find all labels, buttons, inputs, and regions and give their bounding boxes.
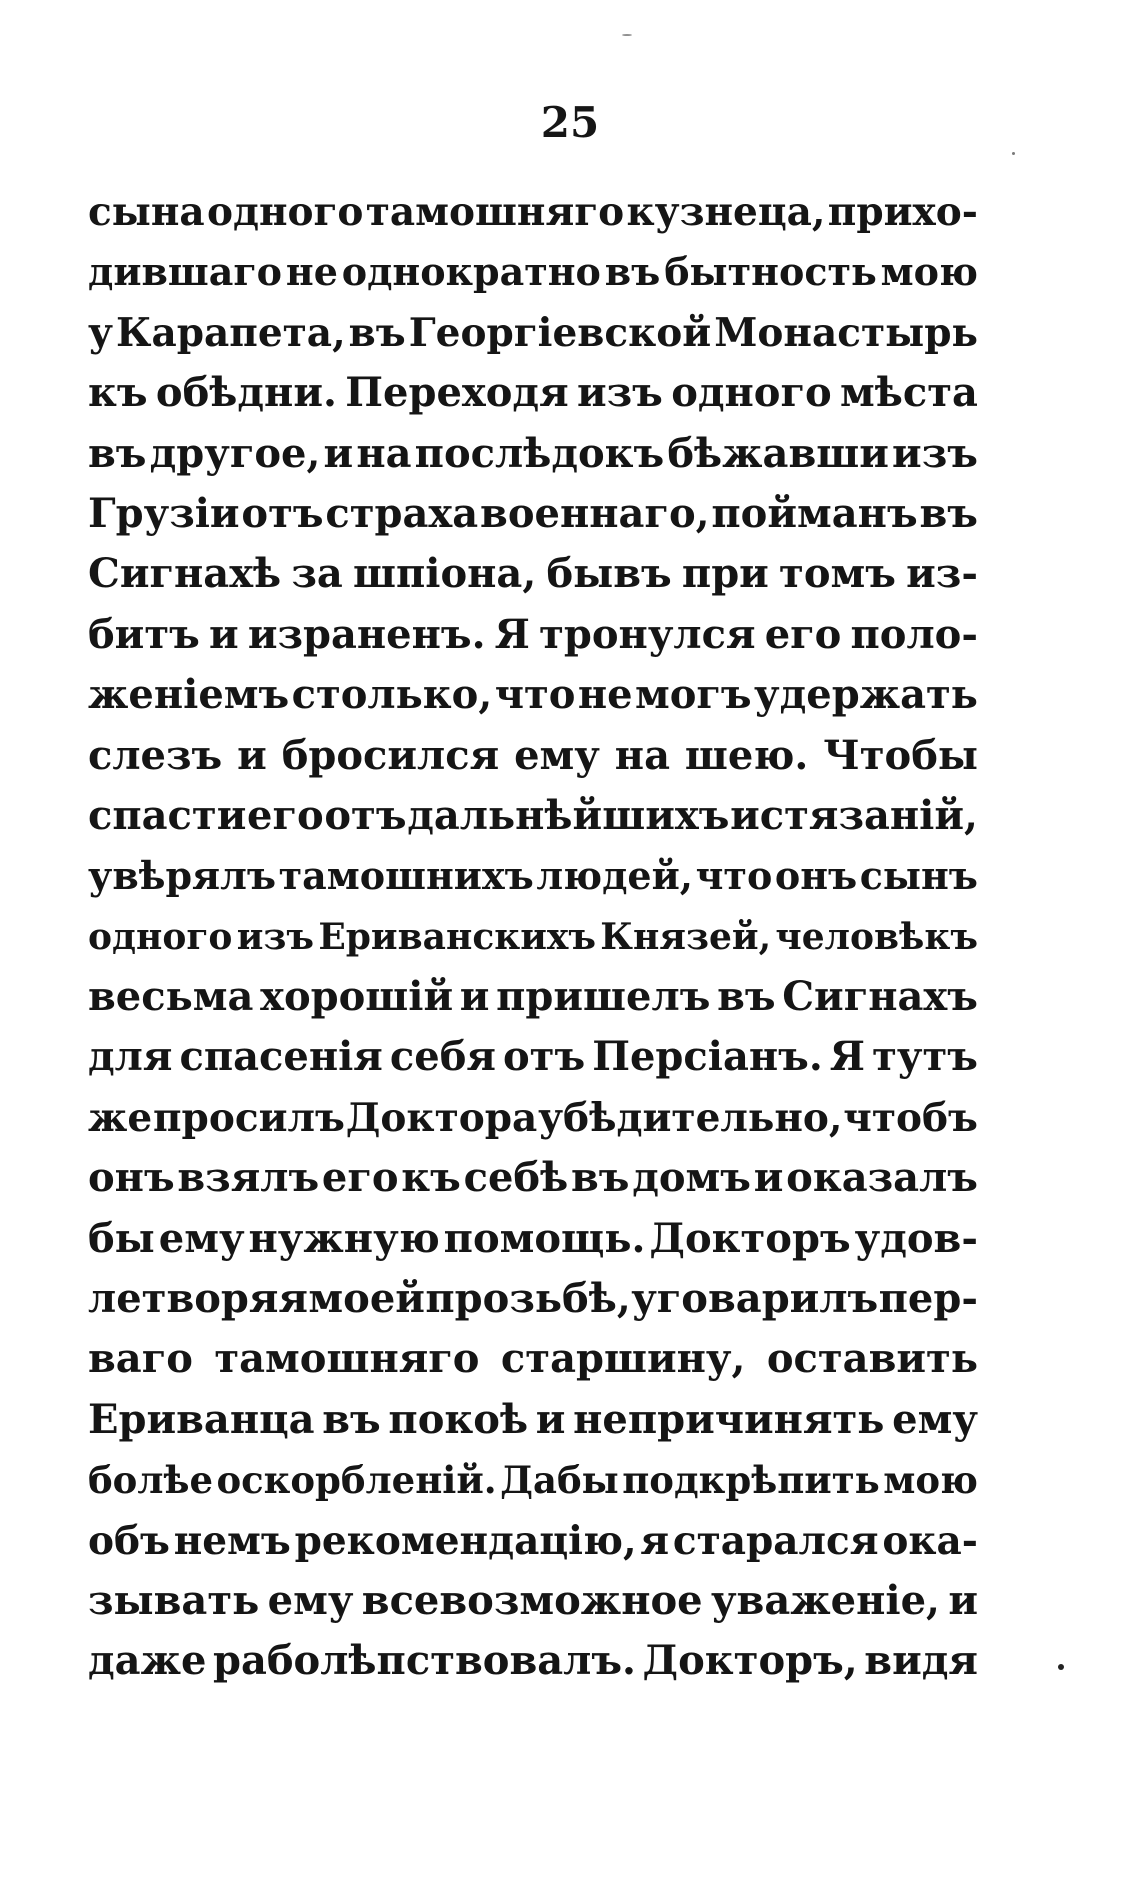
word: одного xyxy=(88,915,233,958)
word: и xyxy=(459,973,490,1021)
word: бытность xyxy=(664,249,877,295)
text-line xyxy=(88,1088,978,1148)
word: къ xyxy=(88,369,148,417)
text-line xyxy=(88,484,978,544)
word: битъ xyxy=(88,610,200,658)
word: пер- xyxy=(878,1275,978,1323)
word: при xyxy=(681,550,769,598)
text-line xyxy=(88,1511,978,1571)
word: не xyxy=(285,249,338,295)
word: однократно xyxy=(341,249,601,295)
word: мою xyxy=(880,249,978,295)
word: Докторъ, xyxy=(642,1637,858,1685)
word: изъ xyxy=(236,915,315,958)
word: немъ xyxy=(173,1517,291,1564)
word: бы xyxy=(88,1214,155,1262)
text-line xyxy=(88,424,978,484)
word: въ xyxy=(919,489,978,537)
word: спасенія xyxy=(179,1033,383,1081)
word: Сигнахъ xyxy=(782,973,978,1021)
word: кузнеца, xyxy=(626,189,826,235)
word: Персіанъ. xyxy=(592,1033,823,1081)
word: из- xyxy=(906,550,978,598)
word: ему xyxy=(158,1214,245,1262)
word: домъ xyxy=(632,1154,751,1202)
word: даже xyxy=(88,1637,207,1685)
word: дальнѣйшихъ xyxy=(407,791,730,839)
word: шею. xyxy=(684,731,809,779)
word: ваго xyxy=(88,1335,193,1383)
word: дившаго xyxy=(88,249,283,295)
word: къ xyxy=(401,1154,461,1202)
word: Чтобы xyxy=(823,731,978,779)
word: на xyxy=(356,429,412,477)
word: мою xyxy=(883,1458,978,1503)
word: бросился xyxy=(281,731,500,779)
word: помощь. xyxy=(443,1214,646,1262)
text-line xyxy=(88,1209,978,1269)
word: отъ xyxy=(503,1033,586,1081)
word: просилъ xyxy=(153,1094,345,1141)
text-line xyxy=(88,1329,978,1389)
word: рекомендацію, xyxy=(294,1517,637,1564)
word: тамошняго xyxy=(365,189,625,235)
word: Ериванца xyxy=(88,1395,315,1443)
text-line xyxy=(88,1269,978,1329)
word: оставить xyxy=(766,1335,978,1383)
text-line xyxy=(88,1571,978,1631)
word: Я xyxy=(829,1033,866,1081)
word: всевозможное xyxy=(361,1576,703,1624)
word: чтобъ xyxy=(843,1094,978,1141)
word: увѣрялъ xyxy=(88,853,277,899)
word: у xyxy=(88,309,113,356)
word: другое, xyxy=(149,429,321,477)
word: въ xyxy=(717,973,776,1021)
word: бѣжавши xyxy=(667,429,889,477)
word: за xyxy=(291,550,343,598)
word: подкрѣпить xyxy=(622,1458,880,1503)
text-line xyxy=(88,605,978,665)
word: и xyxy=(208,610,239,658)
word: старался xyxy=(672,1517,879,1564)
print-speck xyxy=(1012,152,1015,155)
word: одного xyxy=(206,189,364,235)
word: прозьбѣ, xyxy=(425,1275,631,1323)
word: удов- xyxy=(854,1214,978,1262)
text-line xyxy=(88,967,978,1027)
word: себѣ xyxy=(463,1154,569,1202)
word: изъ xyxy=(576,369,663,417)
word: Князей, xyxy=(600,915,772,958)
word: пришелъ xyxy=(496,973,711,1021)
word: старшину, xyxy=(500,1335,746,1383)
word: Дабы xyxy=(500,1458,619,1503)
word: и xyxy=(237,731,267,779)
word: человѣкъ xyxy=(775,915,978,958)
text-line xyxy=(88,1390,978,1450)
word: зывать xyxy=(88,1576,260,1624)
print-speck xyxy=(622,34,632,36)
word: въ xyxy=(570,1154,630,1202)
word: его xyxy=(247,791,324,839)
word: людей, xyxy=(536,853,694,899)
word: для xyxy=(88,1033,173,1081)
text-line xyxy=(88,303,978,363)
word: Георгіевской xyxy=(408,309,712,356)
word: и xyxy=(535,1395,566,1443)
word: весьма xyxy=(88,973,254,1021)
word: отъ xyxy=(241,489,324,537)
word: тамошняго xyxy=(214,1335,480,1383)
word: видя xyxy=(864,1637,978,1685)
word: Сигнахѣ xyxy=(88,550,282,598)
word: его xyxy=(764,610,842,658)
word: нужную xyxy=(248,1214,440,1262)
word: сынъ xyxy=(859,853,978,899)
word: пойманъ xyxy=(711,489,918,537)
word: Монастырь xyxy=(714,309,978,356)
word: обѣдни. xyxy=(155,369,337,417)
word: Карапета, xyxy=(115,309,346,356)
text-line xyxy=(88,1148,978,1208)
word: шпіона, xyxy=(353,550,537,598)
word: и xyxy=(753,1154,784,1202)
word: оказалъ xyxy=(786,1154,978,1202)
word: военнаго, xyxy=(480,489,710,537)
word: истязаній, xyxy=(730,791,978,839)
text-line xyxy=(88,665,978,725)
word: израненъ. xyxy=(247,610,486,658)
word: уваженіе, xyxy=(710,1576,940,1624)
word: столько, xyxy=(291,671,493,719)
word: Я xyxy=(494,610,530,658)
word: въ xyxy=(88,429,147,477)
word: моей xyxy=(308,1275,425,1323)
word: его xyxy=(321,1154,399,1202)
word: мѣста xyxy=(840,369,978,417)
word: раболѣпствовалъ. xyxy=(212,1637,636,1685)
word: послѣдокъ xyxy=(414,429,665,477)
text-line xyxy=(88,1450,978,1510)
word: не xyxy=(577,671,633,719)
word: сына xyxy=(88,189,205,235)
word: что xyxy=(494,671,576,719)
word: тутъ xyxy=(872,1033,978,1081)
word: бывъ xyxy=(546,550,672,598)
word: томъ xyxy=(779,550,896,598)
word: могъ xyxy=(634,671,752,719)
word: болѣе xyxy=(88,1458,214,1503)
word: уговарилъ xyxy=(631,1275,879,1323)
word: и xyxy=(323,429,354,477)
word: прихо- xyxy=(827,189,978,235)
text-line xyxy=(88,726,978,786)
word: ему xyxy=(892,1395,978,1443)
word: одного xyxy=(671,369,832,417)
text-line xyxy=(88,786,978,846)
word: объ xyxy=(88,1517,170,1564)
word: ему xyxy=(267,1576,354,1624)
word: летворяя xyxy=(88,1275,308,1323)
text-line xyxy=(88,242,978,302)
word: въ xyxy=(604,249,661,295)
word: спасти xyxy=(88,791,247,839)
word: хорошій xyxy=(260,973,454,1021)
word: покоѣ xyxy=(388,1395,529,1443)
word: ока- xyxy=(882,1517,978,1564)
word: слезъ xyxy=(88,731,223,779)
text-line xyxy=(88,907,978,967)
text-line xyxy=(88,363,978,423)
word: на xyxy=(614,731,670,779)
print-speck xyxy=(1058,1664,1064,1670)
word: Грузіи xyxy=(88,489,240,537)
word: въ xyxy=(348,309,406,356)
word: изъ xyxy=(892,429,978,477)
word: онъ xyxy=(88,1154,175,1202)
word: тронулся xyxy=(539,610,756,658)
word: я xyxy=(640,1517,670,1564)
text-line xyxy=(88,1631,978,1691)
text-line xyxy=(88,1027,978,1087)
word: что xyxy=(695,853,773,899)
word: и xyxy=(948,1576,978,1624)
word: себя xyxy=(389,1033,496,1081)
word: Переходя xyxy=(345,369,569,417)
word: убѣдительно, xyxy=(538,1094,843,1141)
word: удержать xyxy=(754,671,978,719)
text-line xyxy=(88,544,978,604)
word: въ xyxy=(322,1395,381,1443)
word: Доктора xyxy=(345,1094,538,1141)
word: страха xyxy=(325,489,479,537)
word: тамошнихъ xyxy=(278,853,534,899)
text-line xyxy=(88,182,978,242)
word: Докторъ xyxy=(649,1214,851,1262)
word: отъ xyxy=(324,791,407,839)
body-text xyxy=(88,182,978,1692)
word: онъ xyxy=(774,853,858,899)
word: непричинять xyxy=(573,1395,885,1443)
page-number: 25 xyxy=(540,98,600,147)
word: оскорбленій. xyxy=(216,1458,497,1503)
word: Ериванскихъ xyxy=(318,915,597,958)
word: женіемъ xyxy=(88,671,290,719)
word: ему xyxy=(514,731,600,779)
text-line xyxy=(88,846,978,906)
word: поло- xyxy=(850,610,978,658)
word: взялъ xyxy=(177,1154,320,1202)
word: же xyxy=(88,1094,153,1141)
